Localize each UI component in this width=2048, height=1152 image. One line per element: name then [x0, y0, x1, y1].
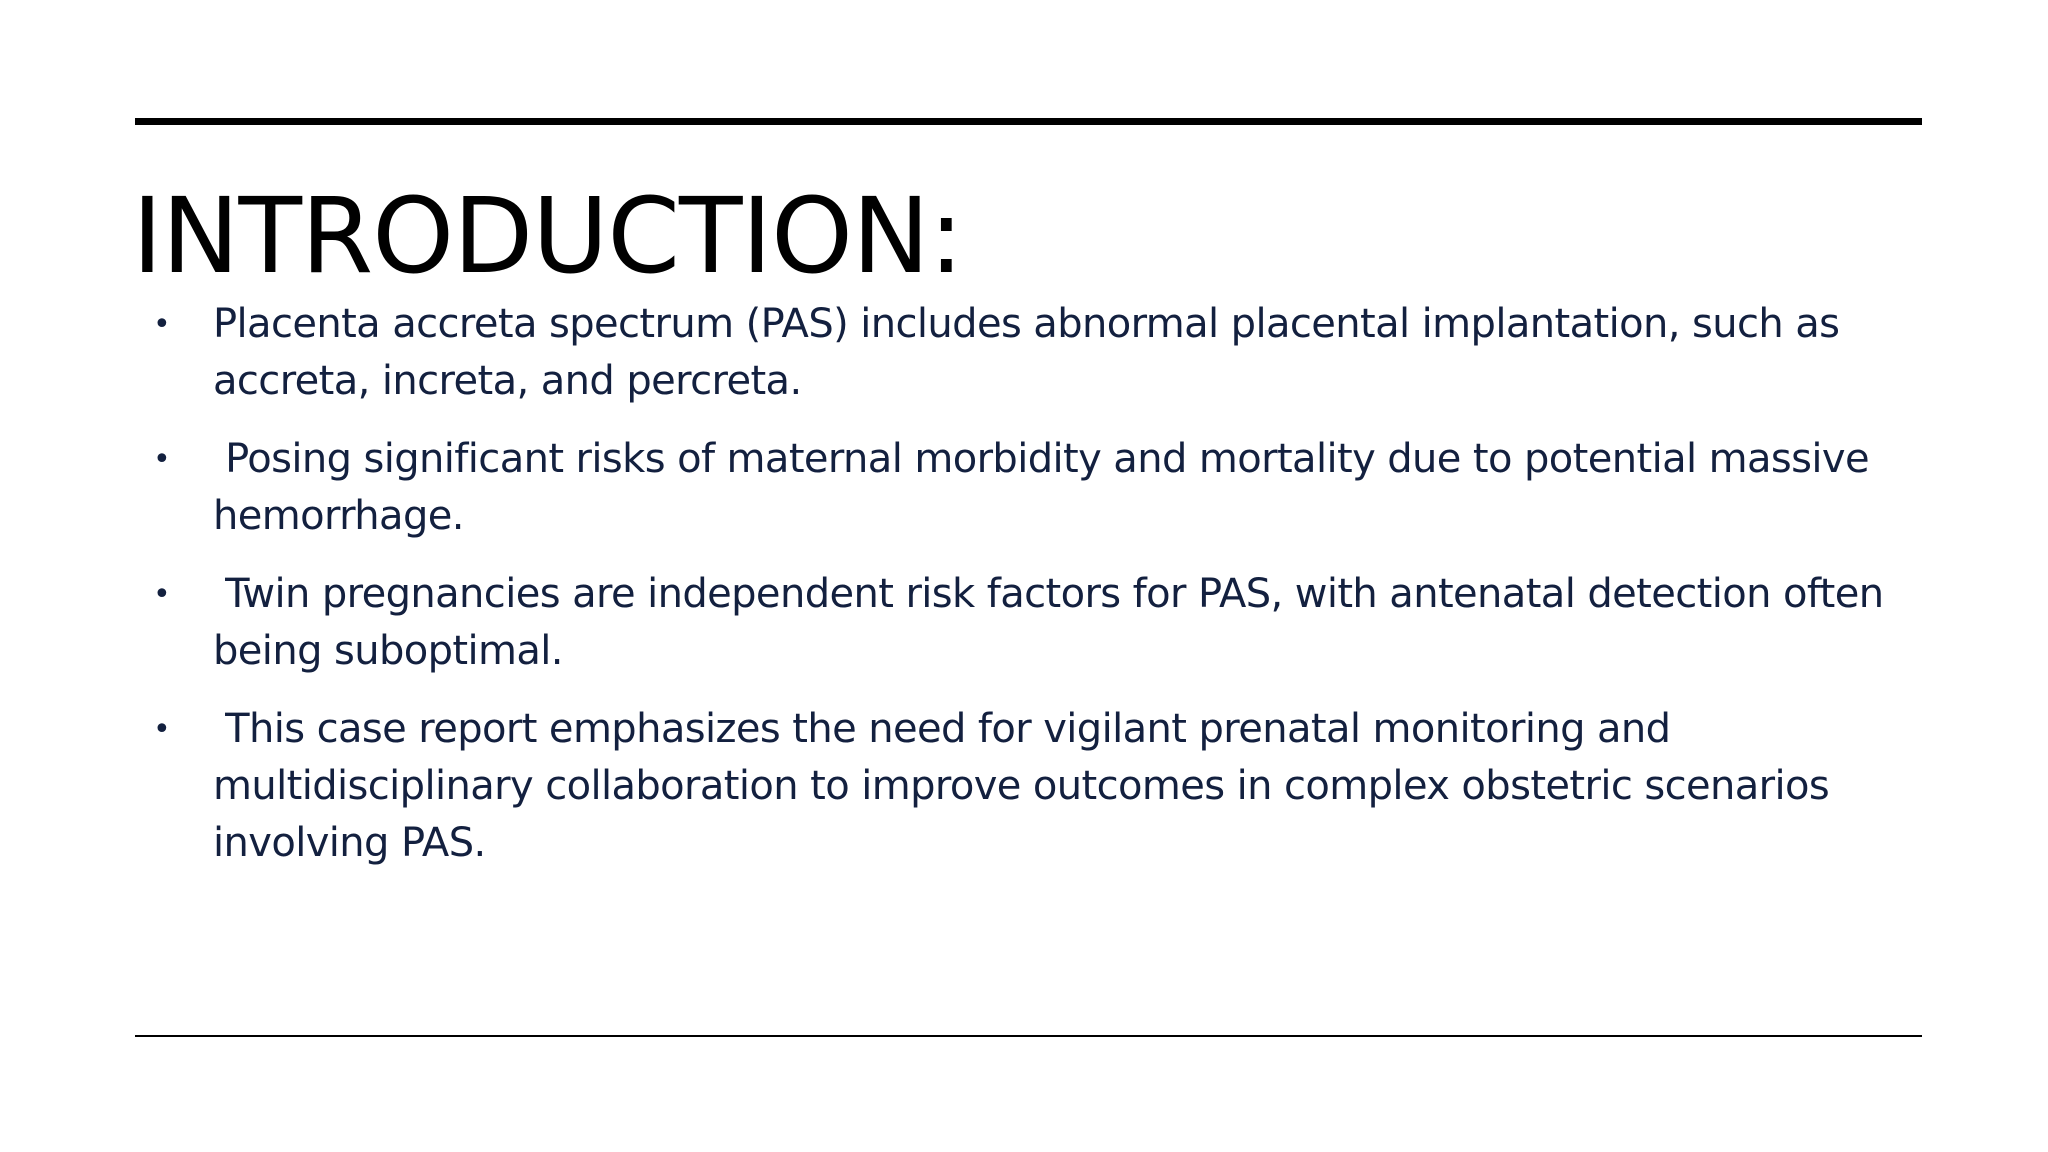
- bullet-icon: •: [153, 307, 171, 342]
- bullet-text: Twin pregnancies are independent risk factors for PAS, with antenatal detection often being suboptimal.: [213, 571, 1896, 674]
- top-divider: [135, 118, 1922, 125]
- bullet-item: [153, 566, 1913, 680]
- bullet-text: Placenta accreta spectrum (PAS) includes abnormal placental implantation, such as accreta, increta, and percreta.: [213, 301, 1852, 404]
- bullet-item: [153, 701, 1913, 872]
- bullet-text: This case report emphasizes the need for vigilant prenatal monitoring and multidisciplinary collaboration to improve outcomes in complex obstetric scenarios involving PAS.: [213, 706, 1842, 866]
- bullet-item: [153, 431, 1913, 545]
- bullet-icon: •: [153, 442, 171, 477]
- bullet-list: [153, 296, 1913, 893]
- bullet-icon: •: [153, 577, 171, 612]
- bullet-icon: •: [153, 712, 171, 747]
- bottom-divider: [135, 1035, 1922, 1037]
- bullet-text: Posing significant risks of maternal morbidity and mortality due to potential massive hemorrhage.: [213, 436, 1882, 539]
- bullet-item: [153, 296, 1913, 410]
- slide-title: INTRODUCTION:: [132, 175, 963, 297]
